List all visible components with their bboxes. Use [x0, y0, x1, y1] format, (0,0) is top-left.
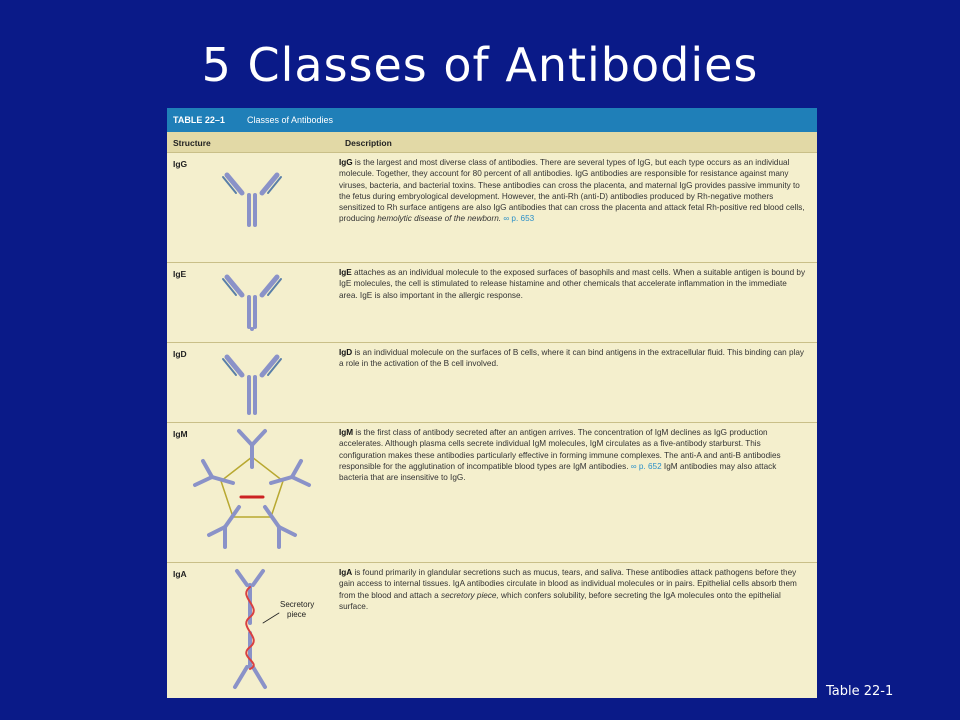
row-label: IgA [173, 569, 187, 579]
row-text: attaches as an individual molecule to the exposed surfaces of basophils and mast cells. When a suitable antigen is bound by IgE molecules, the cell is stimulated to release histamine and other chemicals that accelerate inflammation in the immediate area. IgE is also important in the allergic response. [339, 268, 806, 300]
column-header-description: Description [345, 138, 392, 148]
table-row-igg [167, 152, 817, 263]
row-italic-term: secretory piece, [440, 590, 499, 600]
row-description [339, 567, 807, 612]
igg-antibody-icon [167, 153, 337, 263]
row-description [339, 157, 807, 225]
antibody-classes-table [167, 108, 817, 698]
row-text-tail: IgM antibodies may also attack bacteria that are insensitive to IgG. [339, 461, 777, 483]
row-label: IgE [173, 269, 187, 279]
page-ref-link[interactable]: ∞ p. 653 [501, 214, 535, 224]
row-abbr: IgG [339, 158, 353, 167]
table-header-bar [167, 108, 817, 132]
row-description [339, 267, 807, 301]
row-abbr: IgA [339, 568, 353, 577]
row-text: is the largest and most diverse class of antibodies. There are several types of IgG, but each type occurs as an individual molecule. Together, they account for 80 percent of all antibodies. IgG antibodies are responsible for resistance against many viruses, bacteria, and bacterial toxins. These antibodies can cross the placenta, and maternal IgG provides passive immunity to the fetus during embryological development. However, the anti-Rh (anti-D) antibodies produced by Rh-negative mothers sensitized to Rh surface antigens are also IgG antibodies that can cross the placenta and attack fetal Rh-positive red blood cells, producing [339, 158, 805, 224]
column-header-structure: Structure [173, 138, 211, 148]
secretory-piece-label-2: piece [287, 610, 307, 619]
table-name: Classes of Antibodies [247, 115, 334, 125]
row-italic-term: hemolytic disease of the newborn. [377, 214, 502, 224]
iga-dimer-icon [167, 563, 337, 699]
table-row-ige [167, 262, 817, 343]
table-row-iga [167, 562, 817, 699]
row-label: IgG [173, 159, 188, 169]
row-abbr: IgE [339, 268, 352, 277]
row-text: is the first class of antibody secreted after an antigen arrives. The concentration of IgM declines as IgG production accelerates. Although plasma cells secrete individual IgM molecules, IgM circulates as a five-antibody starburst. This configuration makes these antibodies particularly effective in forming immune complexes. The anti-A and anti-B antibodies responsible for the agglutination of incompatible blood types are IgM antibodies. [339, 428, 781, 471]
table-row-igd [167, 342, 817, 423]
secretory-piece-label: Secretory [280, 600, 315, 609]
table-number: TABLE 22–1 [173, 115, 225, 125]
row-text: is an individual molecule on the surfaces of B cells, where it can bind antigens in the extracellular fluid. This binding can play a role in the activation of the B cell involved. [339, 348, 804, 369]
row-text-tail: which confers solubility, before secreting the IgA molecules onto the epithelial surface. [339, 590, 781, 611]
page-ref-link[interactable]: ∞ p. 652 [628, 461, 662, 471]
row-label: IgM [173, 429, 188, 439]
row-text: is found primarily in glandular secretions such as mucus, tears, and saliva. These antibodies attack pathogens before they gain access to internal tissues. IgA antibodies circulate in blood as individual molecules or in pairs. Epithelial cells absorb them from the blood and attach a [339, 568, 797, 600]
slide-caption: Table 22-1 [826, 684, 894, 699]
slide-title: 5 Classes of Antibodies [201, 38, 759, 92]
row-description [339, 427, 807, 483]
row-abbr: IgM [339, 428, 354, 437]
column-headers [167, 132, 817, 152]
row-label: IgD [173, 349, 187, 359]
table-row-igm [167, 422, 817, 563]
row-abbr: IgD [339, 348, 353, 357]
igd-antibody-icon [167, 343, 337, 423]
row-description [339, 347, 807, 370]
ige-antibody-icon [167, 263, 337, 343]
igm-pentamer-icon [167, 423, 337, 563]
